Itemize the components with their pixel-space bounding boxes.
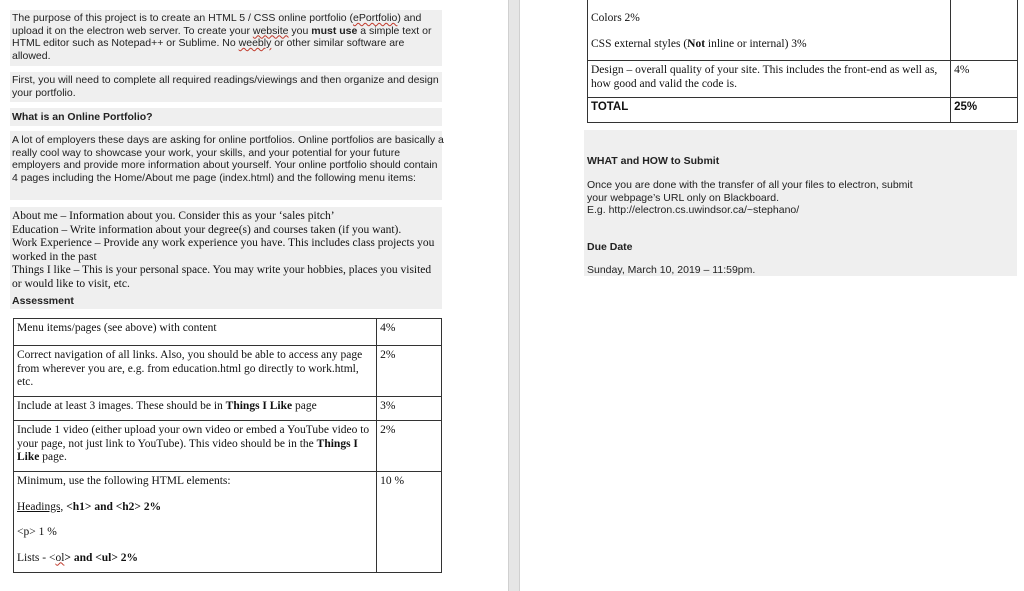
- table-row: [588, 98, 1018, 123]
- section-heading-assessment: Assessment: [12, 295, 74, 307]
- menu-item-things-i-like: Things I like – This is your personal space. You may write your hobbies, places you visited or would like to visit, etc.: [12, 264, 432, 290]
- assessment-criterion: Include at least 3 images. These should be in Things I Like page: [14, 397, 377, 421]
- intro-paragraph: The purpose of this project is to create an HTML 5 / CSS online portfolio (ePortfolio) and upload it on the electron web server. To create your website you must use a simple text or HTML editor such as Notepad++ or Sublime. No weebly or other similar software are allowed.: [12, 12, 432, 62]
- assessment-weight: 2%: [377, 421, 442, 472]
- assessment-weight: 4%: [951, 61, 1018, 98]
- assessment-criterion-css: Colors 2% CSS external styles (Not inline or internal) 3%: [588, 0, 951, 61]
- table-row: [588, 0, 1018, 61]
- assessment-criterion: Include 1 video (either upload your own video or embed a YouTube video to your page, not just link to YouTube). This video should be in the Things I Like page.: [14, 421, 377, 472]
- document-page-left: [0, 0, 508, 591]
- section-heading-online-portfolio: What is an Online Portfolio?: [12, 111, 153, 123]
- assessment-total-label: TOTAL: [588, 98, 951, 123]
- assessment-criterion-html-elements: Minimum, use the following HTML elements: Headings, <h1> and <h2> 2% <p> 1 % Lists - <ol> and <ul> 2%: [14, 472, 377, 573]
- assessment-total-value: 25%: [951, 98, 1018, 123]
- table-row: [14, 346, 442, 397]
- table-row: [14, 421, 442, 472]
- online-portfolio-paragraph: A lot of employers these days are asking for online portfolios. Online portfolios are basically a really cool way to showcase your work, your skills, and your potential for your future employers and provide more information about yourself. Your online portfolio should contain 4 pages including the Home/About me page (index.html) and the following menu items:: [12, 134, 444, 184]
- menu-item-about: About me – Information about you. Consider this as your ‘sales pitch’: [12, 210, 335, 222]
- menu-item-education: Education – Write information about your degree(s) and courses taken (if you want).: [12, 223, 402, 236]
- section-heading-submit: WHAT and HOW to Submit: [587, 155, 720, 167]
- assessment-table: [13, 318, 442, 573]
- table-row: [14, 397, 442, 421]
- assessment-weight: 10 %: [377, 472, 442, 573]
- section-heading-due-date: Due Date: [587, 241, 633, 253]
- assessment-weight: 4%: [377, 319, 442, 346]
- page-gutter: [508, 0, 520, 591]
- assessment-weight: 2%: [377, 346, 442, 397]
- document-page-right: [520, 0, 1024, 591]
- assessment-weight: [951, 0, 1018, 61]
- submit-instructions: Once you are done with the transfer of all your files to electron, submit your webpage’s URL only on Blackboard. E.g. http://electron.cs.uwindsor.ca/~stephano/: [587, 179, 913, 216]
- table-row: [14, 319, 442, 346]
- table-row: [14, 472, 442, 573]
- intro-paragraph-2: First, you will need to complete all required readings/viewings and then organize and design your portfolio.: [12, 74, 439, 99]
- eportfolio-link: ePortfolio: [353, 12, 398, 24]
- table-row: [588, 61, 1018, 98]
- menu-item-work-experience: Work Experience – Provide any work experience you have. This includes class projects you worked in the past: [12, 237, 435, 263]
- assessment-criterion: Design – overall quality of your site. This includes the front-end as well as, how good and valid the code is.: [588, 61, 951, 98]
- assessment-criterion: Menu items/pages (see above) with content: [14, 319, 377, 346]
- assessment-criterion: Correct navigation of all links. Also, you should be able to access any page from wherever you are, e.g. from education.html go directly to work.html, etc.: [14, 346, 377, 397]
- menu-items-list: [12, 210, 440, 291]
- assessment-weight: 3%: [377, 397, 442, 421]
- assessment-table-continued: [587, 0, 1018, 123]
- due-date-text: Sunday, March 10, 2019 – 11:59pm.: [587, 264, 756, 276]
